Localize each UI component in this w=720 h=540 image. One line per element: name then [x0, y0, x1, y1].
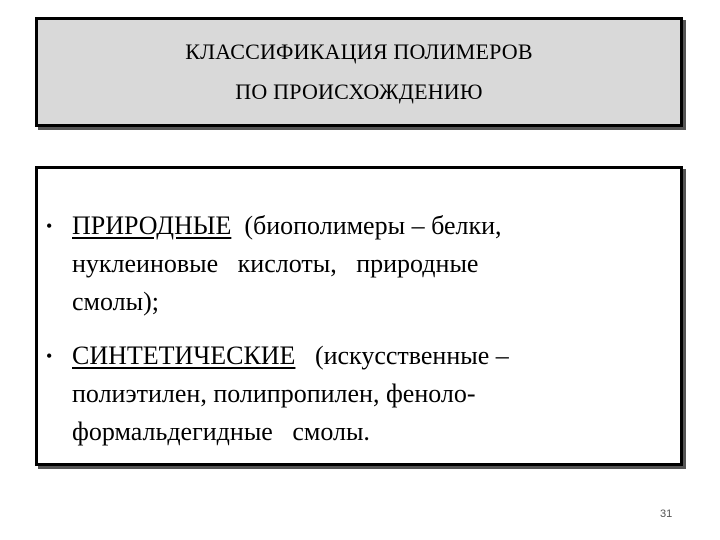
title-box — [35, 17, 683, 127]
slide-number: 31 — [660, 508, 673, 520]
list-item-line-2: полиэтилен, полипропилен, феноло- — [72, 379, 476, 408]
page-title-line-2: ПО ПРОИСХОЖДЕНИЮ — [235, 79, 483, 104]
list-item-line-2: нуклеиновые кислоты, природные — [72, 249, 479, 278]
list-item-line-1 — [72, 207, 502, 245]
list-item-line-1 — [72, 337, 509, 375]
page-title-line-1: КЛАССИФИКАЦИЯ ПОЛИМЕРОВ — [185, 39, 533, 64]
bullet-icon: • — [46, 346, 53, 366]
list-item-line-3: смолы); — [72, 287, 159, 316]
content-box — [35, 166, 683, 466]
list-item-line-3: формальдегидные смолы. — [72, 417, 370, 446]
description-text: (биополимеры – белки, — [231, 211, 502, 240]
bullet-icon: • — [46, 216, 53, 236]
description-text: (искусственные – — [295, 341, 509, 370]
term-synthetic: СИНТЕТИЧЕСКИЕ — [72, 341, 296, 370]
term-natural: ПРИРОДНЫЕ — [72, 211, 232, 240]
